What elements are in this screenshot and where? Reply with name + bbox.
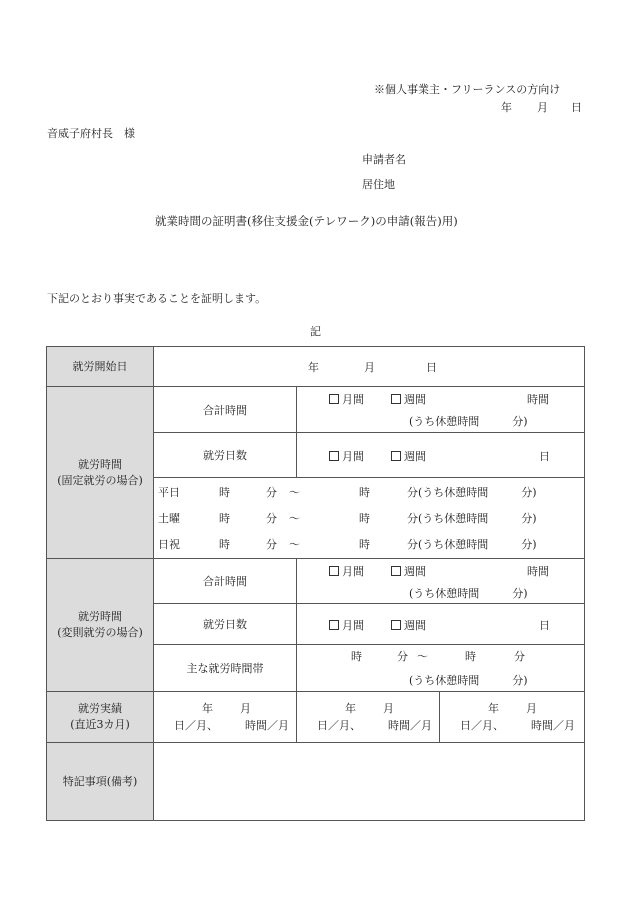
certificate-table <box>46 346 585 821</box>
fixed-row-end-minute-and-break: 分(うち休憩時間 分) <box>407 486 537 499</box>
fixed-total-field[interactable] <box>297 387 585 433</box>
variable-total-break: (うち休憩時間 分) <box>409 587 528 600</box>
variable-days-week-option[interactable]: 週間 <box>391 617 426 633</box>
variable-total-field[interactable] <box>297 559 585 604</box>
variable-label-line2: (変則就労の場合) <box>57 626 143 639</box>
fixed-row-end-hour-unit: 時 <box>359 486 370 499</box>
fixed-row-tilde: ～ <box>289 486 300 499</box>
address-label: 居住地 <box>362 178 395 191</box>
fixed-row-hour-unit: 時 <box>219 512 230 525</box>
fixed-total-week-option[interactable]: 週間 <box>391 391 426 407</box>
fixed-row-hour-unit: 時 <box>219 538 230 551</box>
record-1-year: 年 <box>202 702 213 715</box>
fixed-row-day-label: 平日 <box>158 486 180 499</box>
fixed-total-break: (うち休憩時間 分) <box>409 415 528 428</box>
start-day-unit: 日 <box>426 361 437 374</box>
record-2-month: 月 <box>383 702 394 715</box>
band-tilde: ～ <box>417 650 428 663</box>
fixed-label-line2: (固定就労の場合) <box>57 473 143 487</box>
date-day-label: 日 <box>571 101 582 114</box>
date-year-label: 年 <box>501 101 512 114</box>
main-hours-field[interactable] <box>297 645 585 692</box>
certification-statement: 下記のとおり事実であることを証明します。 <box>47 292 267 305</box>
record-3-hours-unit: 時間／月 <box>531 719 575 732</box>
checkbox-icon[interactable] <box>329 566 339 576</box>
record-label-line2: (直近3カ月) <box>70 718 130 731</box>
record-1-month: 月 <box>240 702 251 715</box>
fixed-days-month-option[interactable]: 月間 <box>329 448 364 464</box>
record-month-1[interactable] <box>154 692 297 743</box>
variable-days-month-option[interactable]: 月間 <box>329 617 364 633</box>
fixed-row-end-hour-unit: 時 <box>359 512 370 525</box>
checkbox-icon[interactable] <box>391 566 401 576</box>
fixed-total-label: 合計時間 <box>154 387 297 433</box>
band-break: (うち休憩時間 分) <box>409 674 528 687</box>
variable-total-month-option[interactable]: 月間 <box>329 563 364 579</box>
variable-total-label: 合計時間 <box>154 559 297 604</box>
checkbox-icon[interactable] <box>391 394 401 404</box>
fixed-row-day-label: 日祝 <box>158 538 180 551</box>
ki-label: 記 <box>310 325 321 338</box>
fixed-label-line1: 就労時間 <box>78 457 122 471</box>
variable-days-label: 就労日数 <box>154 604 297 645</box>
record-label-line1: 就労実績 <box>78 702 122 715</box>
variable-total-week-option[interactable]: 週間 <box>391 563 426 579</box>
record-2-year: 年 <box>345 702 356 715</box>
checkbox-icon[interactable] <box>391 451 401 461</box>
fixed-days-label: 就労日数 <box>154 433 297 478</box>
fixed-row-minute-unit: 分 <box>266 512 277 525</box>
checkbox-icon[interactable] <box>329 620 339 630</box>
target-note: ※個人事業主・フリーランスの方向け <box>374 83 561 96</box>
main-hours-label: 主な就労時間帯 <box>154 645 297 692</box>
record-2-days-unit: 日／月、 <box>317 719 361 732</box>
record-1-days-unit: 日／月、 <box>174 719 218 732</box>
variable-days-unit: 日 <box>539 619 550 632</box>
fixed-row-minute-unit: 分 <box>266 486 277 499</box>
start-year-unit: 年 <box>308 361 319 374</box>
fixed-row-end-minute-and-break: 分(うち休憩時間 分) <box>407 538 537 551</box>
start-month-unit: 月 <box>364 361 375 374</box>
checkbox-icon[interactable] <box>391 620 401 630</box>
variable-label-line1: 就労時間 <box>78 610 122 623</box>
checkbox-icon[interactable] <box>329 451 339 461</box>
record-3-year: 年 <box>488 702 499 715</box>
band-end-minute-unit: 分 <box>514 650 525 663</box>
fixed-total-month-option[interactable]: 月間 <box>329 391 364 407</box>
record-1-hours-unit: 時間／月 <box>245 719 289 732</box>
document-title: 就業時間の証明書(移住支援金(テレワーク)の申請(報告)用) <box>155 214 458 228</box>
addressee: 音威子府村長 様 <box>47 127 135 140</box>
band-end-hour-unit: 時 <box>465 650 476 663</box>
variable-total-unit: 時間 <box>527 565 549 578</box>
fixed-row-minute-unit: 分 <box>266 538 277 551</box>
remarks-label: 特記事項(備考) <box>47 743 154 821</box>
fixed-row-hour-unit: 時 <box>219 486 230 499</box>
fixed-row-end-hour-unit: 時 <box>359 538 370 551</box>
fixed-row-tilde: ～ <box>289 512 300 525</box>
band-start-minute-unit: 分 <box>397 650 408 663</box>
fixed-total-unit: 時間 <box>527 393 549 406</box>
variable-days-field[interactable] <box>297 604 585 645</box>
fixed-row-tilde: ～ <box>289 538 300 551</box>
fixed-hours-label <box>47 387 154 559</box>
record-month-3[interactable] <box>440 692 585 743</box>
record-month-2[interactable] <box>297 692 440 743</box>
applicant-name-label: 申請者名 <box>362 153 406 166</box>
fixed-days-week-option[interactable]: 週間 <box>391 448 426 464</box>
fixed-days-field[interactable] <box>297 433 585 478</box>
work-record-label <box>47 692 154 743</box>
fixed-row-end-minute-and-break: 分(うち休憩時間 分) <box>407 512 537 525</box>
fixed-row-day-label: 土曜 <box>158 512 180 525</box>
record-3-month: 月 <box>526 702 537 715</box>
band-start-hour-unit: 時 <box>351 650 362 663</box>
start-date-label: 就労開始日 <box>47 347 154 387</box>
remarks-field[interactable] <box>154 743 585 821</box>
date-month-label: 月 <box>537 101 548 114</box>
start-date-field[interactable] <box>154 347 585 387</box>
record-3-days-unit: 日／月、 <box>460 719 504 732</box>
record-2-hours-unit: 時間／月 <box>388 719 432 732</box>
fixed-days-unit: 日 <box>539 450 550 463</box>
variable-hours-label <box>47 559 154 692</box>
fixed-schedule-field[interactable] <box>154 478 585 559</box>
checkbox-icon[interactable] <box>329 394 339 404</box>
